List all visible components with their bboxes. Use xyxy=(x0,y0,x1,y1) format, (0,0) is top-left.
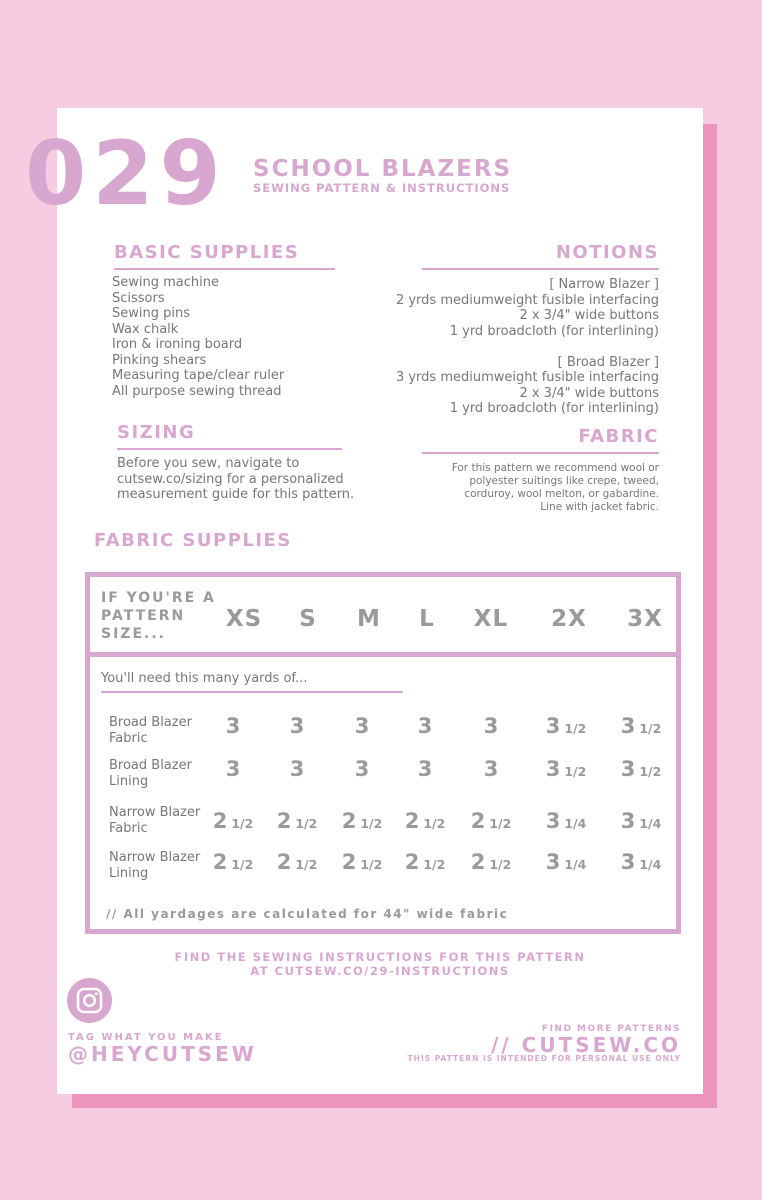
notion-item: 3 yrds mediumweight fusible interfacing xyxy=(395,370,659,385)
yardage-whole: 3 xyxy=(417,757,433,781)
yardage-whole: 3 xyxy=(225,714,241,738)
pattern-title: SCHOOL BLAZERS xyxy=(253,156,513,182)
yardage-fraction: 1/2 xyxy=(360,857,383,872)
yardage-whole: 3 xyxy=(545,757,561,781)
notions-heading: NOTIONS xyxy=(555,242,659,263)
size-l: L xyxy=(419,606,435,632)
yardage-whole: 2 xyxy=(470,809,486,833)
yardage-note: // All yardages are calculated for 44" wide fabric xyxy=(106,907,509,921)
row-label xyxy=(109,850,200,882)
sizing-line: measurement guide for this pattern. xyxy=(117,487,355,502)
row-label xyxy=(109,758,192,790)
size-m: M xyxy=(357,606,381,632)
yardage-whole: 3 xyxy=(545,850,561,874)
yardage-value xyxy=(262,757,332,781)
yardage-value xyxy=(262,714,332,738)
yardage-whole: 3 xyxy=(483,757,499,781)
yardage-whole: 3 xyxy=(289,714,305,738)
yardage-fraction: 1/2 xyxy=(489,816,512,831)
yardage-value xyxy=(606,757,676,781)
notion-item: 1 yrd broadcloth (for interlining) xyxy=(449,401,659,416)
supply-item: Measuring tape/clear ruler xyxy=(112,368,285,383)
yards-label: You'll need this many yards of... xyxy=(101,671,308,686)
yardage-whole: 2 xyxy=(404,809,420,833)
personal-use-note: THIS PATTERN IS INTENDED FOR PERSONAL USE ONLY xyxy=(407,1054,681,1063)
yardage-value xyxy=(531,809,601,833)
supply-item: Pinking shears xyxy=(112,352,207,368)
yardage-whole: 2 xyxy=(212,809,228,833)
yardage-fraction: 1/2 xyxy=(639,721,662,736)
pattern-subtitle: SEWING PATTERN & INSTRUCTIONS xyxy=(253,181,511,195)
yardage-whole: 3 xyxy=(417,714,433,738)
supply-item: Iron & ironing board xyxy=(112,337,243,352)
yards-label-rule xyxy=(101,691,403,693)
yardage-whole: 2 xyxy=(341,809,357,833)
yardage-fraction: 1/2 xyxy=(231,857,254,872)
yardage-whole: 2 xyxy=(470,850,486,874)
yardage-value xyxy=(327,757,397,781)
yardage-value xyxy=(456,809,526,833)
yardage-value xyxy=(198,809,268,833)
row-label-line: Fabric xyxy=(109,821,148,836)
fabric-line: Line with jacket fabric. xyxy=(540,501,659,513)
yardage-whole: 2 xyxy=(276,850,292,874)
row-label-line: Narrow Blazer xyxy=(109,850,201,865)
pattern-number: 029 xyxy=(25,122,227,225)
yardage-value xyxy=(198,714,268,738)
site-link[interactable]: // CUTSEW.CO xyxy=(491,1033,681,1057)
yardage-whole: 3 xyxy=(354,757,370,781)
yardage-fraction: 1/2 xyxy=(489,857,512,872)
yardage-value xyxy=(327,714,397,738)
sizing-line: Before you sew, navigate to xyxy=(117,456,300,471)
sizing-line: cutsew.co/sizing for a personalized xyxy=(117,471,344,487)
yardage-whole: 2 xyxy=(341,850,357,874)
fabric-text xyxy=(452,462,659,514)
fabric-heading: FABRIC xyxy=(578,426,659,447)
yardage-value xyxy=(198,850,268,874)
notion-item: 2 x 3/4" wide buttons xyxy=(519,385,659,401)
more-patterns-label: FIND MORE PATTERNS xyxy=(541,1024,681,1034)
yardage-value xyxy=(390,714,460,738)
yardage-value xyxy=(327,850,397,874)
yardage-fraction: 1/2 xyxy=(423,857,446,872)
table-header-label xyxy=(101,589,216,643)
yardage-whole: 2 xyxy=(212,850,228,874)
size-2x: 2X xyxy=(551,606,587,632)
yardage-fraction: 1/4 xyxy=(564,857,587,872)
fabric-line: polyester suitings like crepe, tweed, xyxy=(469,475,659,487)
yardage-whole: 3 xyxy=(545,809,561,833)
yardage-whole: 3 xyxy=(483,714,499,738)
yardage-whole: 3 xyxy=(620,809,636,833)
yardage-whole: 3 xyxy=(225,757,241,781)
fabric-line: For this pattern we recommend wool or xyxy=(451,462,659,474)
supply-item: Scissors xyxy=(112,290,165,306)
yardage-value xyxy=(390,850,460,874)
basic-supplies-list xyxy=(112,275,284,399)
header-label-line: PATTERN xyxy=(101,608,186,624)
yardage-value xyxy=(531,714,601,738)
yardage-fraction: 1/2 xyxy=(295,816,318,831)
yardage-fraction: 1/2 xyxy=(423,816,446,831)
supply-item: Sewing machine xyxy=(112,275,219,290)
social-handle[interactable]: @HEYCUTSEW xyxy=(68,1042,257,1066)
notions-list xyxy=(396,277,659,417)
yardage-fraction: 1/2 xyxy=(295,857,318,872)
basic-supplies-heading: BASIC SUPPLIES xyxy=(114,242,300,263)
yardage-whole: 2 xyxy=(404,850,420,874)
notions-rule xyxy=(422,268,659,270)
yardage-fraction: 1/4 xyxy=(639,816,662,831)
table-divider xyxy=(90,652,676,657)
yardage-whole: 3 xyxy=(620,757,636,781)
yardage-value xyxy=(390,809,460,833)
sizing-text xyxy=(117,456,354,503)
instructions-link[interactable]: AT CUTSEW.CO/29-INSTRUCTIONS xyxy=(250,964,510,978)
pattern-card xyxy=(25,108,703,1094)
size-xl: XL xyxy=(473,606,509,632)
notion-item: 2 yrds mediumweight fusible interfacing xyxy=(395,292,659,308)
fabric-supplies-heading: FABRIC SUPPLIES xyxy=(94,530,292,551)
yardage-fraction: 1/2 xyxy=(231,816,254,831)
notion-item: 2 x 3/4" wide buttons xyxy=(519,308,659,323)
yardage-fraction: 1/2 xyxy=(360,816,383,831)
yardage-fraction: 1/4 xyxy=(639,857,662,872)
yardage-whole: 3 xyxy=(545,714,561,738)
supply-item: Sewing pins xyxy=(112,306,190,321)
size-s: S xyxy=(299,606,317,632)
yardage-value xyxy=(327,809,397,833)
yardage-table xyxy=(85,572,681,934)
sizing-heading: SIZING xyxy=(117,422,196,443)
row-label-line: Broad Blazer xyxy=(109,758,192,773)
instructions-callout xyxy=(57,950,703,978)
yardage-value xyxy=(531,850,601,874)
row-label xyxy=(109,805,200,837)
yardage-fraction: 1/4 xyxy=(564,816,587,831)
supply-item: Wax chalk xyxy=(112,321,179,337)
yardage-whole: 3 xyxy=(620,850,636,874)
yardage-value xyxy=(262,850,332,874)
header-label-line: SIZE... xyxy=(101,626,166,642)
yardage-whole: 3 xyxy=(289,757,305,781)
basic-supplies-rule xyxy=(114,268,335,270)
notion-title-broad: [ Broad Blazer ] xyxy=(557,354,659,370)
yardage-whole: 3 xyxy=(354,714,370,738)
fabric-rule xyxy=(422,452,659,454)
yardage-fraction: 1/2 xyxy=(564,764,587,779)
sizing-rule xyxy=(117,448,342,450)
supply-item: All purpose sewing thread xyxy=(112,383,282,399)
yardage-value xyxy=(606,714,676,738)
size-3x: 3X xyxy=(627,606,663,632)
yardage-whole: 2 xyxy=(276,809,292,833)
yardage-value xyxy=(390,757,460,781)
tag-label: TAG WHAT YOU MAKE xyxy=(68,1032,224,1043)
row-label xyxy=(109,715,192,747)
yardage-whole: 3 xyxy=(620,714,636,738)
yardage-fraction: 1/2 xyxy=(564,721,587,736)
instagram-icon[interactable] xyxy=(67,978,112,1023)
yardage-value xyxy=(456,850,526,874)
row-label-line: Lining xyxy=(109,774,149,789)
yardage-value xyxy=(456,714,526,738)
instructions-line: FIND THE SEWING INSTRUCTIONS FOR THIS PATTERN xyxy=(174,950,586,964)
yardage-value xyxy=(262,809,332,833)
row-label-line: Lining xyxy=(109,866,149,881)
yardage-value xyxy=(531,757,601,781)
notion-item: 1 yrd broadcloth (for interlining) xyxy=(449,323,659,339)
yardage-value xyxy=(198,757,268,781)
yardage-fraction: 1/2 xyxy=(639,764,662,779)
notion-title-narrow: [ Narrow Blazer ] xyxy=(549,277,659,292)
yardage-value xyxy=(456,757,526,781)
header-label-line: IF YOU'RE A xyxy=(101,590,216,606)
yardage-value xyxy=(606,850,676,874)
yardage-value xyxy=(606,809,676,833)
row-label-line: Fabric xyxy=(109,731,148,746)
fabric-line: corduroy, wool melton, or gabardine. xyxy=(464,488,659,500)
row-label-line: Narrow Blazer xyxy=(109,805,201,820)
row-label-line: Broad Blazer xyxy=(109,715,192,730)
size-xs: XS xyxy=(225,606,263,632)
